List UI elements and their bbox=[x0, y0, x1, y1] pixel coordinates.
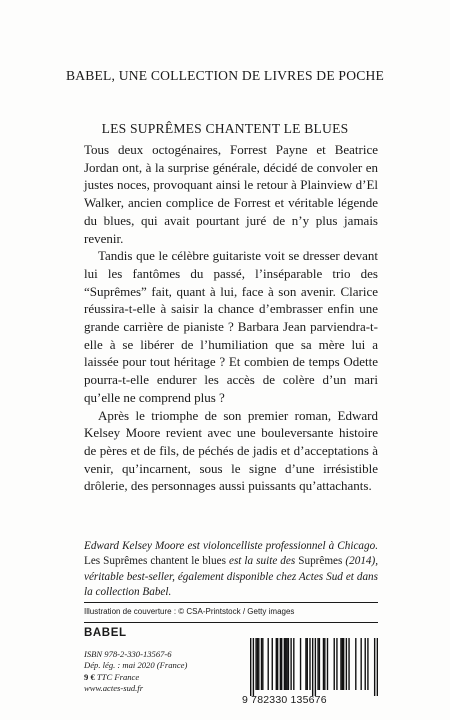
barcode-bar bbox=[262, 638, 263, 690]
barcode-bar bbox=[255, 638, 256, 690]
barcode-bar bbox=[342, 638, 343, 690]
barcode-bar bbox=[284, 638, 285, 690]
price-amount: 9 € bbox=[84, 671, 95, 682]
barcode-bar bbox=[300, 638, 301, 690]
barcode-bar bbox=[293, 638, 294, 690]
barcode-bar bbox=[261, 638, 262, 690]
barcode-bar bbox=[336, 638, 337, 690]
barcode-bar bbox=[288, 638, 289, 690]
publication-info bbox=[84, 649, 187, 695]
barcode bbox=[250, 638, 378, 696]
barcode-bar bbox=[323, 638, 324, 690]
isbn: ISBN 978-2-330-13567-6 bbox=[84, 649, 172, 659]
barcode-bar bbox=[309, 638, 310, 690]
price bbox=[84, 672, 187, 683]
price-note: TTC France bbox=[96, 671, 140, 682]
barcode-bar bbox=[281, 638, 282, 690]
cover-credit: Illustration de couverture : © CSA-Printstock / Getty images bbox=[84, 607, 295, 616]
barcode-bar bbox=[315, 638, 316, 696]
barcode-bar bbox=[319, 638, 320, 690]
barcode-bar bbox=[290, 638, 291, 690]
book-title: LES SUPRÊMES CHANTENT LE BLUES bbox=[101, 121, 349, 136]
barcode-bar bbox=[343, 638, 344, 690]
barcode-bar bbox=[365, 638, 366, 690]
author-note-prequel-title: Suprêmes bbox=[298, 555, 343, 568]
barcode-bar bbox=[377, 638, 378, 696]
barcode-bar bbox=[257, 638, 258, 690]
blurb bbox=[84, 141, 378, 495]
barcode-bar bbox=[307, 638, 308, 690]
barcode-bar bbox=[312, 638, 313, 696]
barcode-bar bbox=[250, 638, 251, 696]
barcode-bar bbox=[268, 638, 269, 690]
barcode-digits: 9 782330 135676 bbox=[242, 694, 327, 706]
barcode-bar bbox=[340, 638, 341, 690]
blurb-paragraph-2: Tandis que le célèbre guitariste voit se dresser devant lui les fantômes du passé, l’inséparable trio des “Suprêmes” fait, quant à lui, face à son avenir. Clarice réussira-t-elle à saisir la chance d’embrasser enfin une grande carrière de pianiste ? Barbara Jean parviendra-t-elle à se libérer de l’humiliation que sa mère lui a laissée pour tout héritage ? Et combien de temps Odette pourra-t-elle endurer les accès de colère d’un mari qu’elle ne comprend plus ? bbox=[84, 248, 378, 405]
blurb-paragraph-3: Après le triomphe de son premier roman, Edward Kelsey Moore revient avec une bouleversante histoire de pères et de fils, de péchés de jadis et d’acceptations à venir, qu’incarnent, sous le signe d’une irrésistible drôlerie, des personnages aussi puissants qu’attachants. bbox=[84, 407, 378, 494]
collection-heading: BABEL, UNE COLLECTION DE LIVRES DE POCHE bbox=[66, 68, 384, 83]
barcode-bar bbox=[280, 638, 281, 690]
barcode-bar bbox=[324, 638, 325, 690]
barcode-bar bbox=[355, 638, 356, 690]
divider-bottom bbox=[84, 622, 378, 623]
barcode-bar bbox=[334, 638, 335, 690]
barcode-bar bbox=[277, 638, 278, 690]
barcode-bar bbox=[258, 638, 259, 690]
author-note bbox=[84, 539, 378, 600]
barcode-bar bbox=[317, 638, 318, 690]
author-note-book-title: Les Suprêmes chantent le blues bbox=[84, 555, 226, 568]
barcode-bar bbox=[286, 638, 287, 690]
barcode-bar bbox=[285, 638, 286, 690]
author-note-year: (2014), bbox=[345, 555, 379, 568]
blurb-paragraph-1: Tous deux octogénaires, Forrest Payne et Beatrice Jordan ont, à la surprise générale, décidé de convoler en justes noces, provoquant ainsi le retour à Plainview d’El Walker, ancien complice de Forrest et véritable légende du blues, qui avait pourtant juré de n’y plus jamais revenir. bbox=[84, 142, 378, 246]
barcode-bar bbox=[374, 638, 375, 696]
barcode-bar bbox=[348, 638, 349, 690]
author-note-sequel: est la suite des bbox=[228, 555, 296, 568]
author-note-bestseller: véritable best-seller, également disponible chez Actes Sud et dans la collection Babel. bbox=[84, 570, 378, 598]
barcode-bar bbox=[253, 638, 254, 696]
barcode-bar bbox=[360, 638, 361, 690]
barcode-bar bbox=[305, 638, 306, 690]
barcode-bar bbox=[346, 638, 347, 690]
publisher-logo: BABEL bbox=[84, 627, 127, 639]
barcode-bar bbox=[367, 638, 368, 690]
barcode-bar bbox=[327, 638, 328, 690]
barcode-bar bbox=[276, 638, 277, 690]
barcode-bar bbox=[272, 638, 273, 690]
author-note-bio: Edward Kelsey Moore est violoncelliste professionnel à Chicago. bbox=[84, 540, 378, 552]
divider-top bbox=[84, 602, 378, 603]
legal-deposit: Dép. lég. : mai 2020 (France) bbox=[84, 660, 188, 671]
website: www.actes-sud.fr bbox=[84, 683, 144, 694]
